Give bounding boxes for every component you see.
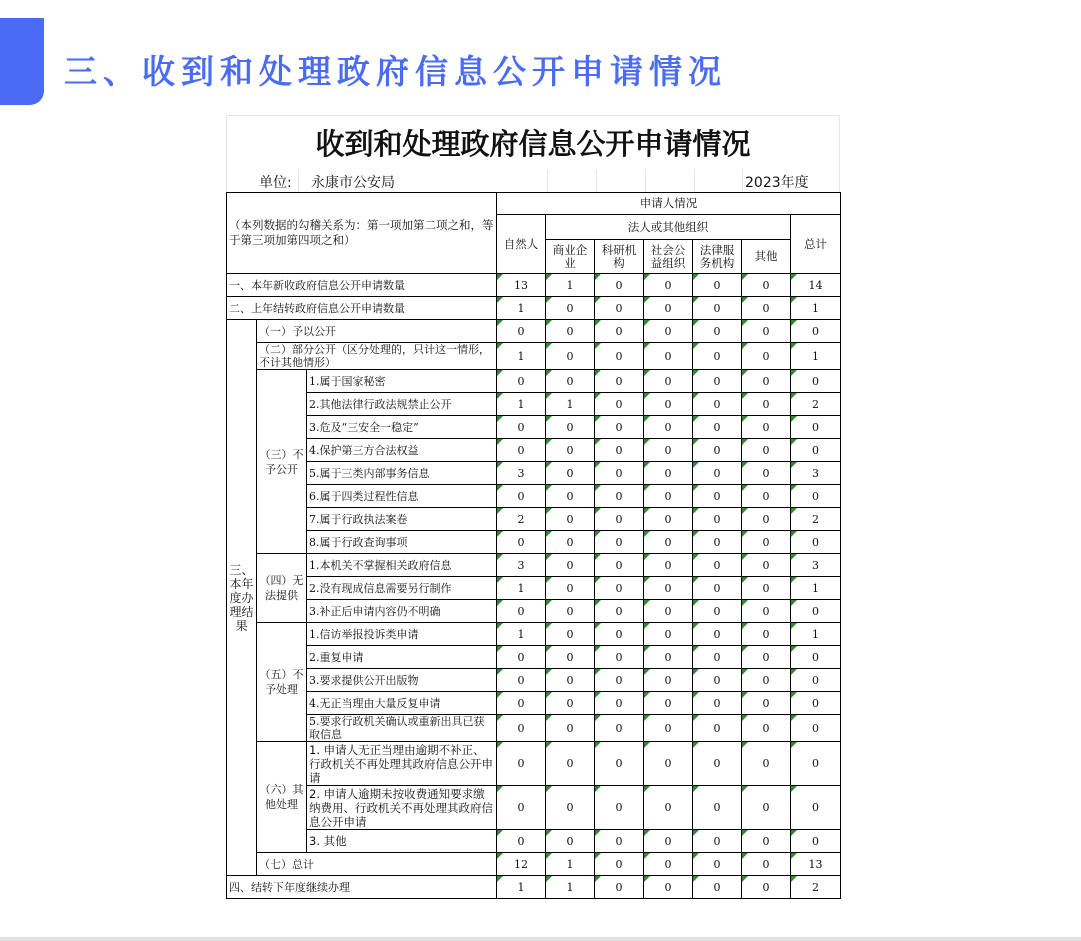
table-cell: 0 — [791, 692, 841, 715]
table-cell: 0 — [791, 600, 841, 623]
table-cell: 0 — [693, 876, 742, 899]
table-cell: 0 — [546, 554, 595, 577]
group-not-processed: （五）不予处理 — [257, 623, 307, 742]
table-cell: 0 — [742, 742, 791, 786]
table-row — [227, 715, 841, 742]
table-row — [227, 554, 841, 577]
table-cell: 0 — [644, 715, 693, 742]
table-cell: 0 — [497, 416, 546, 439]
table-cell: 0 — [693, 600, 742, 623]
table-cell: 0 — [595, 623, 644, 646]
table-cell: 1 — [546, 393, 595, 416]
table-cell: 0 — [644, 393, 693, 416]
table-cell: 1 — [791, 577, 841, 600]
relation-note: （本列数据的勾稽关系为：第一项加第二项之和，等于第三项加第四项之和） — [227, 193, 497, 274]
table-row — [227, 742, 841, 786]
table-row — [227, 786, 841, 830]
table-cell: 0 — [742, 853, 791, 876]
table-cell: 0 — [546, 320, 595, 343]
table-cell: 0 — [497, 646, 546, 669]
table-cell: 3 — [497, 462, 546, 485]
table-cell: 0 — [546, 742, 595, 786]
table-cell: 2 — [791, 508, 841, 531]
table-cell: 0 — [595, 393, 644, 416]
table-cell: 0 — [546, 692, 595, 715]
table-cell: 0 — [742, 876, 791, 899]
report-year: 2023年度 — [745, 175, 809, 191]
table-cell: 0 — [742, 715, 791, 742]
table-cell: 1 — [497, 876, 546, 899]
table-cell: 1 — [791, 623, 841, 646]
table-cell: 0 — [497, 692, 546, 715]
table-cell: 0 — [791, 439, 841, 462]
row-label: 1.信访举报投诉类申请 — [307, 623, 497, 646]
unit-label: 单位: — [259, 175, 292, 191]
table-cell: 0 — [595, 646, 644, 669]
table-cell: 0 — [742, 416, 791, 439]
row-label: 2.没有现成信息需要另行制作 — [307, 577, 497, 600]
table-cell: 1 — [791, 297, 841, 320]
table-cell: 0 — [595, 416, 644, 439]
table-title: 收到和处理政府信息公开申请情况 — [226, 115, 840, 169]
table-cell: 0 — [742, 646, 791, 669]
table-cell: 0 — [791, 742, 841, 786]
row-label: 1. 申请人无正当理由逾期不补正、行政机关不再处理其政府信息公开申请 — [307, 742, 497, 786]
table-row — [227, 646, 841, 669]
table-cell: 0 — [644, 554, 693, 577]
research-header: 科研机构 — [595, 240, 644, 274]
table-cell: 0 — [546, 600, 595, 623]
table-cell: 0 — [693, 531, 742, 554]
row-label: 3. 其他 — [307, 830, 497, 853]
table-row — [227, 531, 841, 554]
table-cell: 0 — [742, 830, 791, 853]
table-cell: 0 — [644, 742, 693, 786]
table-row — [227, 320, 841, 343]
table-cell: 0 — [546, 786, 595, 830]
row-label: 3.补正后申请内容仍不明确 — [307, 600, 497, 623]
table-cell: 0 — [546, 830, 595, 853]
table-cell: 1 — [497, 297, 546, 320]
table-cell: 0 — [742, 439, 791, 462]
report-sheet — [226, 115, 840, 899]
row-label: 4.无正当理由大量反复申请 — [307, 692, 497, 715]
section3-label: 三、本年度办理结果 — [227, 320, 257, 876]
table-cell: 0 — [595, 554, 644, 577]
table-cell: 0 — [791, 715, 841, 742]
table-cell: 0 — [693, 669, 742, 692]
table-cell: 0 — [693, 623, 742, 646]
table-cell: 0 — [742, 485, 791, 508]
section-title: 三、收到和处理政府信息公开申请情况 — [64, 52, 727, 91]
table-cell: 0 — [595, 462, 644, 485]
table-row — [227, 508, 841, 531]
table-row — [227, 416, 841, 439]
table-cell: 0 — [644, 830, 693, 853]
table-cell: 0 — [546, 577, 595, 600]
table-cell: 0 — [693, 297, 742, 320]
table-cell: 0 — [595, 577, 644, 600]
table-row — [227, 669, 841, 692]
table-cell: 1 — [791, 343, 841, 370]
table-cell: 1 — [546, 876, 595, 899]
table-cell: 0 — [644, 274, 693, 297]
row-label: 一、本年新收政府信息公开申请数量 — [227, 274, 497, 297]
table-cell: 0 — [742, 531, 791, 554]
row-label: （二）部分公开（区分处理的，只计这一情形，不计其他情形） — [257, 343, 497, 370]
table-cell: 0 — [595, 692, 644, 715]
row-label: 5.属于三类内部事务信息 — [307, 462, 497, 485]
table-cell: 0 — [791, 531, 841, 554]
table-cell: 0 — [595, 853, 644, 876]
row-label: 1.属于国家秘密 — [307, 370, 497, 393]
table-cell: 0 — [791, 370, 841, 393]
table-cell: 0 — [595, 830, 644, 853]
unit-value: 永康市公安局 — [311, 175, 395, 191]
table-cell: 0 — [546, 485, 595, 508]
table-cell: 0 — [644, 692, 693, 715]
table-cell: 0 — [595, 320, 644, 343]
table-cell: 0 — [546, 508, 595, 531]
table-cell: 3 — [497, 554, 546, 577]
row-label: 二、上年结转政府信息公开申请数量 — [227, 297, 497, 320]
table-cell: 0 — [644, 600, 693, 623]
table-cell: 0 — [497, 786, 546, 830]
table-cell: 0 — [742, 370, 791, 393]
group-cannot-provide: （四）无法提供 — [257, 554, 307, 623]
commercial-header: 商业企业 — [546, 240, 595, 274]
table-row — [227, 830, 841, 853]
table-cell: 0 — [644, 416, 693, 439]
table-row — [227, 577, 841, 600]
row-label: 7.属于行政执法案卷 — [307, 508, 497, 531]
table-cell: 0 — [742, 462, 791, 485]
row-label: 2.重复申请 — [307, 646, 497, 669]
other-header: 其他 — [742, 240, 791, 274]
table-cell: 13 — [791, 853, 841, 876]
table-cell: 0 — [791, 320, 841, 343]
table-cell: 0 — [791, 646, 841, 669]
table-cell: 0 — [644, 462, 693, 485]
table-cell: 0 — [497, 830, 546, 853]
table-cell: 1 — [497, 623, 546, 646]
table-cell: 0 — [693, 830, 742, 853]
table-row — [227, 297, 841, 320]
table-cell: 0 — [791, 786, 841, 830]
total-header: 总计 — [791, 215, 841, 274]
table-row — [227, 853, 841, 876]
table-cell: 0 — [693, 742, 742, 786]
table-cell: 3 — [791, 462, 841, 485]
accent-tab — [0, 18, 44, 105]
table-row — [227, 370, 841, 393]
table-cell: 0 — [595, 715, 644, 742]
table-cell: 0 — [644, 623, 693, 646]
table-cell: 0 — [742, 669, 791, 692]
table-cell: 0 — [595, 485, 644, 508]
table-cell: 0 — [497, 669, 546, 692]
table-cell: 0 — [497, 439, 546, 462]
row-label: 5.要求行政机关确认或重新出具已获取信息 — [307, 715, 497, 742]
table-cell: 0 — [644, 370, 693, 393]
table-cell: 0 — [742, 274, 791, 297]
table-row — [227, 876, 841, 899]
table-cell: 0 — [595, 600, 644, 623]
table-cell: 0 — [546, 623, 595, 646]
table-cell: 0 — [644, 531, 693, 554]
unit-row — [226, 169, 840, 192]
table-row — [227, 692, 841, 715]
table-cell: 0 — [742, 623, 791, 646]
social-header: 社会公益组织 — [644, 240, 693, 274]
table-cell: 0 — [693, 692, 742, 715]
row-label: 四、结转下年度继续办理 — [227, 876, 497, 899]
table-cell: 3 — [791, 554, 841, 577]
table-cell: 0 — [644, 485, 693, 508]
group-other-processing: （六）其他处理 — [257, 742, 307, 853]
table-cell: 0 — [693, 554, 742, 577]
table-cell: 0 — [693, 853, 742, 876]
table-cell: 0 — [693, 343, 742, 370]
table-cell: 0 — [693, 393, 742, 416]
row-label: 2. 申请人逾期未按收费通知要求缴纳费用、行政机关不再处理其政府信息公开申请 — [307, 786, 497, 830]
table-cell: 0 — [546, 531, 595, 554]
table-cell: 0 — [595, 786, 644, 830]
table-cell: 0 — [644, 297, 693, 320]
table-cell: 0 — [595, 274, 644, 297]
table-cell: 0 — [791, 669, 841, 692]
table-cell: 0 — [595, 876, 644, 899]
legal-group-header: 法人或其他组织 — [546, 215, 791, 240]
table-row — [227, 600, 841, 623]
table-cell: 0 — [742, 508, 791, 531]
table-cell: 0 — [693, 370, 742, 393]
row-label: （一）予以公开 — [257, 320, 497, 343]
table-cell: 0 — [742, 600, 791, 623]
table-cell: 0 — [546, 669, 595, 692]
table-cell: 0 — [791, 485, 841, 508]
table-cell: 0 — [497, 742, 546, 786]
table-cell: 0 — [497, 370, 546, 393]
applicant-header: 申请人情况 — [497, 193, 841, 215]
table-cell: 0 — [644, 876, 693, 899]
table-cell: 0 — [546, 416, 595, 439]
table-cell: 2 — [791, 876, 841, 899]
table-cell: 0 — [644, 669, 693, 692]
table-cell: 0 — [742, 297, 791, 320]
table-cell: 0 — [742, 343, 791, 370]
table-cell: 0 — [546, 462, 595, 485]
table-cell: 0 — [497, 715, 546, 742]
table-cell: 2 — [497, 508, 546, 531]
table-cell: 0 — [693, 274, 742, 297]
table-cell: 0 — [595, 669, 644, 692]
table-cell: 0 — [644, 343, 693, 370]
table-cell: 0 — [546, 715, 595, 742]
table-cell: 0 — [742, 577, 791, 600]
table-cell: 0 — [546, 343, 595, 370]
table-cell: 0 — [595, 742, 644, 786]
table-cell: 12 — [497, 853, 546, 876]
table-cell: 0 — [497, 320, 546, 343]
table-row — [227, 343, 841, 370]
table-cell: 1 — [497, 393, 546, 416]
table-cell: 0 — [693, 439, 742, 462]
table-cell: 1 — [497, 343, 546, 370]
table-row — [227, 439, 841, 462]
table-cell: 0 — [693, 320, 742, 343]
table-cell: 0 — [644, 320, 693, 343]
table-cell: 0 — [693, 646, 742, 669]
table-cell: 0 — [595, 508, 644, 531]
row-label: 6.属于四类过程性信息 — [307, 485, 497, 508]
row-label: 3.要求提供公开出版物 — [307, 669, 497, 692]
table-cell: 13 — [497, 274, 546, 297]
table-cell: 0 — [595, 297, 644, 320]
row-label: 1.本机关不掌握相关政府信息 — [307, 554, 497, 577]
table-row — [227, 485, 841, 508]
table-cell: 0 — [644, 853, 693, 876]
row-label: 2.其他法律行政法规禁止公开 — [307, 393, 497, 416]
table-cell: 0 — [497, 531, 546, 554]
table-cell: 0 — [791, 830, 841, 853]
table-cell: 0 — [644, 577, 693, 600]
table-cell: 0 — [742, 692, 791, 715]
table-cell: 0 — [693, 416, 742, 439]
table-cell: 0 — [595, 343, 644, 370]
table-cell: 0 — [742, 320, 791, 343]
row-label: 4.保护第三方合法权益 — [307, 439, 497, 462]
legal-service-header: 法律服务机构 — [693, 240, 742, 274]
table-cell: 0 — [693, 485, 742, 508]
table-cell: 0 — [644, 646, 693, 669]
bottom-rule — [0, 937, 1081, 941]
table-cell: 2 — [791, 393, 841, 416]
group-not-public: （三）不予公开 — [257, 370, 307, 554]
table-cell: 0 — [595, 439, 644, 462]
table-cell: 0 — [693, 715, 742, 742]
table-cell: 0 — [546, 370, 595, 393]
table-row — [227, 393, 841, 416]
table-cell: 0 — [742, 393, 791, 416]
table-cell: 0 — [546, 297, 595, 320]
table-cell: 0 — [595, 531, 644, 554]
table-cell: 0 — [742, 786, 791, 830]
table-cell: 1 — [497, 577, 546, 600]
table-cell: 0 — [644, 786, 693, 830]
statistics-table — [226, 192, 841, 899]
table-cell: 14 — [791, 274, 841, 297]
table-cell: 0 — [693, 577, 742, 600]
table-cell: 0 — [693, 508, 742, 531]
table-cell: 0 — [546, 439, 595, 462]
table-cell: 0 — [644, 508, 693, 531]
table-row — [227, 274, 841, 297]
table-row — [227, 462, 841, 485]
table-cell: 1 — [546, 853, 595, 876]
table-cell: 0 — [791, 416, 841, 439]
table-cell: 0 — [742, 554, 791, 577]
table-cell: 0 — [497, 485, 546, 508]
row-label: 3.危及“三安全一稳定” — [307, 416, 497, 439]
table-cell: 0 — [693, 462, 742, 485]
row-label: （七）总计 — [257, 853, 497, 876]
table-cell: 0 — [497, 600, 546, 623]
table-row — [227, 623, 841, 646]
natural-person-header: 自然人 — [497, 215, 546, 274]
row-label: 8.属于行政查询事项 — [307, 531, 497, 554]
table-cell: 1 — [546, 274, 595, 297]
table-cell: 0 — [644, 439, 693, 462]
table-cell: 0 — [595, 370, 644, 393]
table-cell: 0 — [693, 786, 742, 830]
table-cell: 0 — [546, 646, 595, 669]
